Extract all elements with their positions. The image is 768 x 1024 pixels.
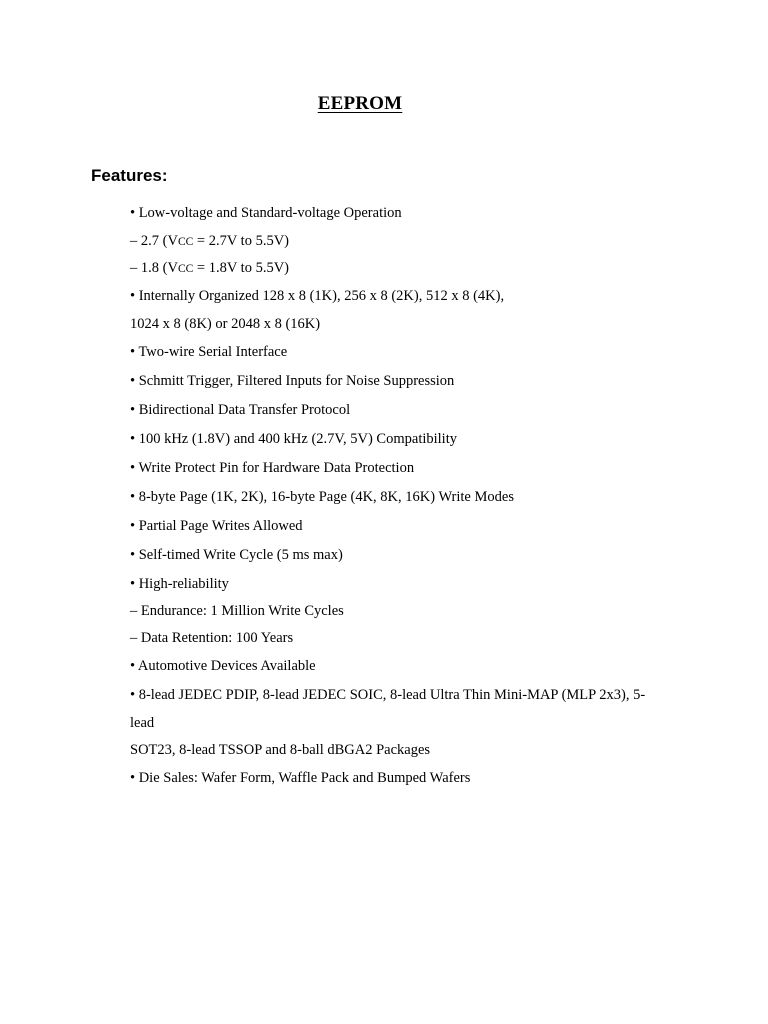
feature-line: – Data Retention: 100 Years — [130, 630, 294, 646]
feature-line: • Write Protect Pin for Hardware Data Protection — [130, 460, 415, 476]
feature-line: • Self-timed Write Cycle (5 ms max) — [130, 547, 343, 563]
feature-line: – Endurance: 1 Million Write Cycles — [130, 603, 344, 619]
feature-line: • Partial Page Writes Allowed — [130, 518, 303, 534]
feature-line: – 2.7 (VCC = 2.7V to 5.5V) — [130, 233, 289, 249]
feature-line: • Low-voltage and Standard-voltage Operation — [130, 205, 402, 221]
feature-line: • Internally Organized 128 x 8 (1K), 256 x 8 (2K), 512 x 8 (4K), — [130, 288, 505, 304]
feature-line: lead — [130, 715, 155, 731]
features-heading: Features: — [91, 166, 168, 185]
feature-line: • Schmitt Trigger, Filtered Inputs for Noise Suppression — [130, 373, 455, 389]
document-title: EEPROM — [317, 93, 403, 114]
feature-line: • High-reliability — [130, 576, 229, 592]
feature-line: SOT23, 8-lead TSSOP and 8-ball dBGA2 Packages — [130, 742, 431, 758]
feature-line: – 1.8 (VCC = 1.8V to 5.5V) — [130, 260, 289, 276]
feature-line: • Two-wire Serial Interface — [130, 344, 288, 360]
feature-line: • Automotive Devices Available — [130, 658, 316, 674]
feature-line: • Bidirectional Data Transfer Protocol — [130, 402, 351, 418]
feature-line: • 8-lead JEDEC PDIP, 8-lead JEDEC SOIC, 8-lead Ultra Thin Mini-MAP (MLP 2x3), 5- — [130, 687, 646, 703]
feature-line: • 8-byte Page (1K, 2K), 16-byte Page (4K, 8K, 16K) Write Modes — [130, 489, 514, 505]
feature-line: • Die Sales: Wafer Form, Waffle Pack and Bumped Wafers — [130, 770, 471, 786]
feature-line: 1024 x 8 (8K) or 2048 x 8 (16K) — [130, 316, 321, 332]
feature-line: • 100 kHz (1.8V) and 400 kHz (2.7V, 5V) Compatibility — [130, 431, 457, 447]
